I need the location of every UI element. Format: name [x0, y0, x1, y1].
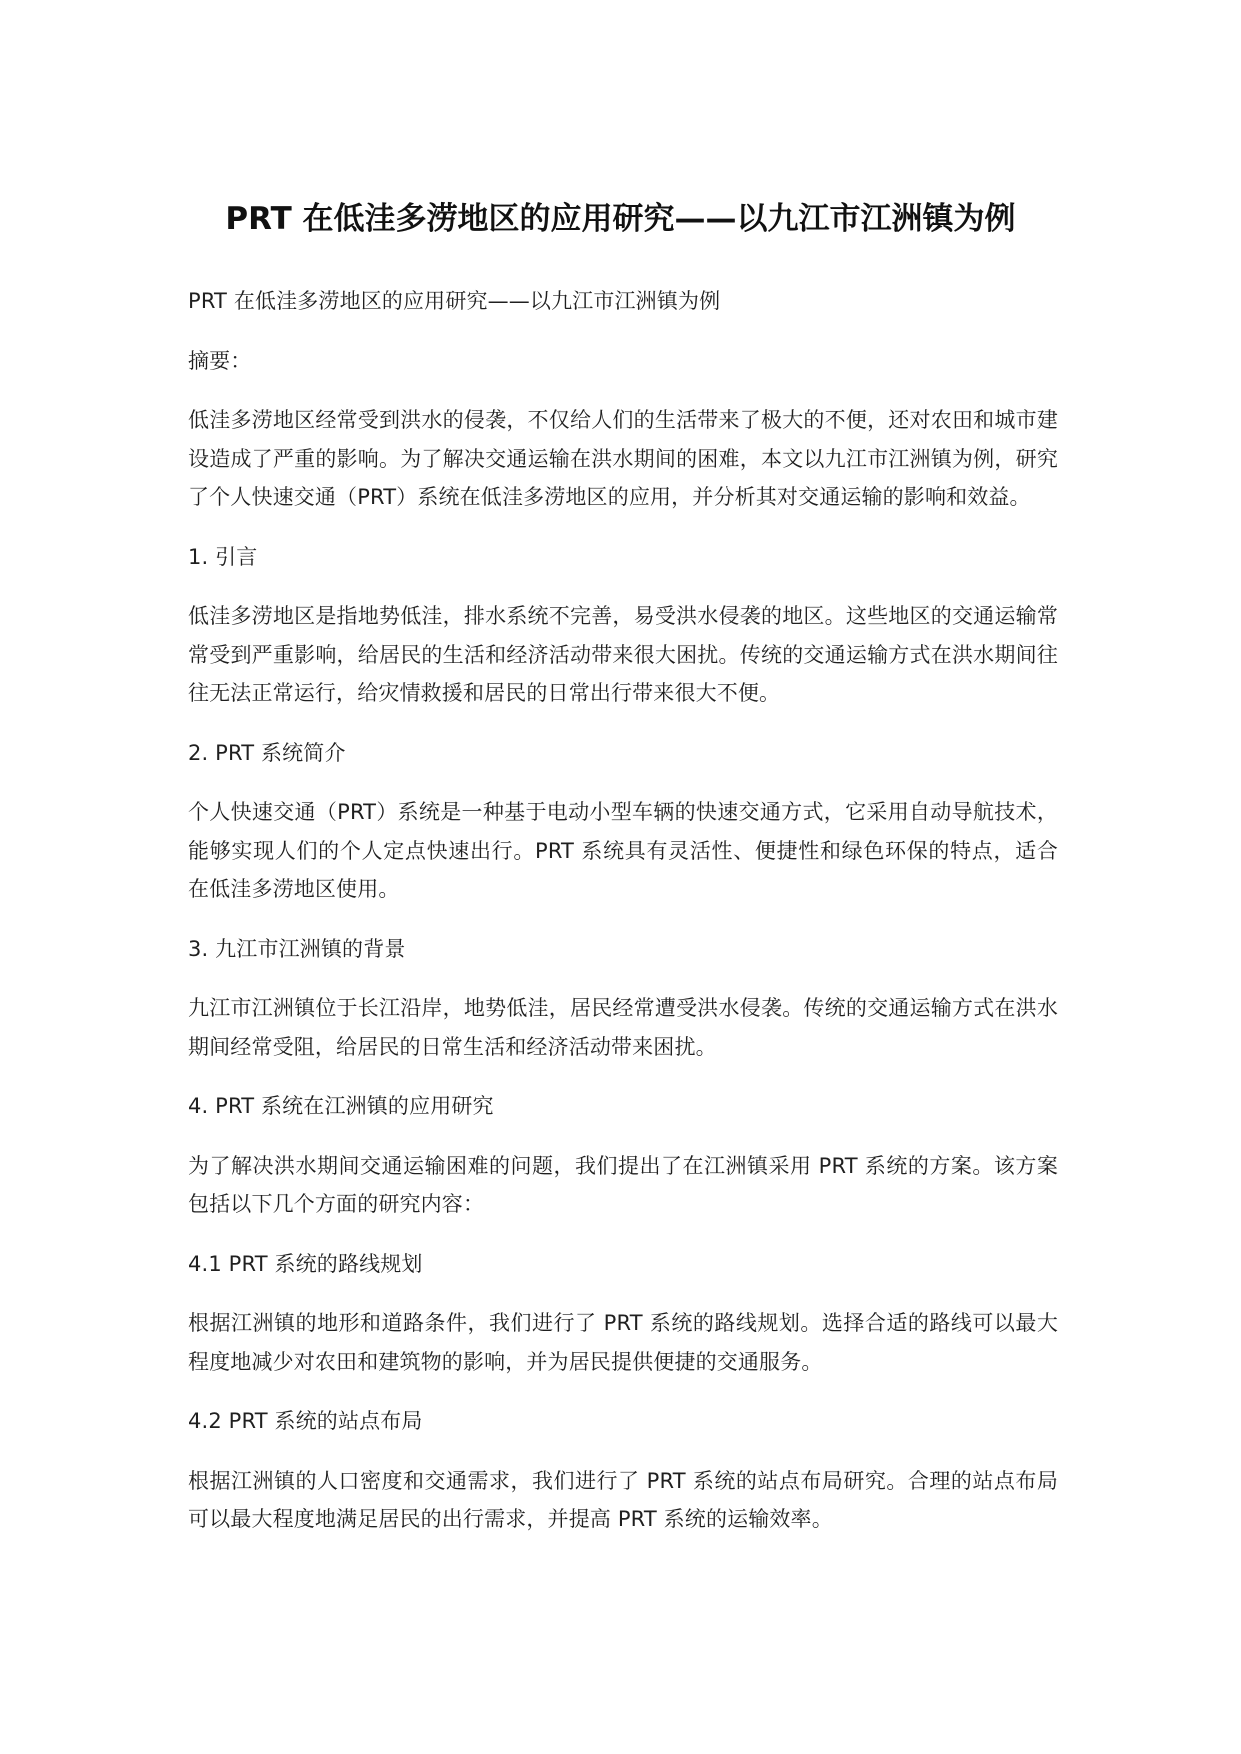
abstract-heading: 摘要： — [188, 348, 252, 373]
route-planning-paragraph: 根据江洲镇的地形和道路条件，我们进行了 PRT 系统的路线规划。选择合适的路线可以最大程度地减少对农田和建筑物的影响，并为居民提供便捷的交通服务。 — [188, 1311, 1058, 1374]
subsection-heading-station-layout: 4.2 PRT 系统的站点布局 — [188, 1409, 423, 1433]
section-heading-application: 4. PRT 系统在江洲镇的应用研究 — [188, 1094, 494, 1118]
introduction-paragraph: 低洼多涝地区是指地势低洼，排水系统不完善，易受洪水侵袭的地区。这些地区的交通运输常常受到严重影响，给居民的生活和经济活动带来很大困扰。传统的交通运输方式在洪水期间往往无法正常运行，给灾情救援和居民的日常出行带来很大不便。 — [188, 604, 1058, 705]
section-heading-prt-overview: 2. PRT 系统简介 — [188, 740, 346, 765]
abstract-paragraph: 低洼多涝地区经常受到洪水的侵袭，不仅给人们的生活带来了极大的不便，还对农田和城市建设造成了严重的影响。为了解决交通运输在洪水期间的困难，本文以九江市江洲镇为例，研究了个人快速交通（PRT）系统在低洼多涝地区的应用，并分析其对交通运输的影响和效益。 — [188, 408, 1058, 509]
background-paragraph: 九江市江洲镇位于长江沿岸，地势低洼，居民经常遭受洪水侵袭。传统的交通运输方式在洪水期间经常受阻，给居民的日常生活和经济活动带来困扰。 — [188, 996, 1058, 1059]
document-title: PRT 在低洼多涝地区的应用研究——以九江市江洲镇为例 — [225, 200, 1016, 237]
application-paragraph: 为了解决洪水期间交通运输困难的问题，我们提出了在江洲镇采用 PRT 系统的方案。该方案包括以下几个方面的研究内容： — [188, 1153, 1058, 1216]
section-heading-introduction: 1. 引言 — [188, 544, 258, 569]
document-body — [188, 282, 1058, 1560]
station-layout-paragraph: 根据江洲镇的人口密度和交通需求，我们进行了 PRT 系统的站点布局研究。合理的站点布局可以最大程度地满足居民的出行需求，并提高 PRT 系统的运输效率。 — [188, 1468, 1058, 1531]
section-heading-background: 3. 九江市江洲镇的背景 — [188, 936, 406, 961]
subsection-heading-route-planning: 4.1 PRT 系统的路线规划 — [188, 1251, 423, 1276]
prt-overview-paragraph: 个人快速交通（PRT）系统是一种基于电动小型车辆的快速交通方式，它采用自动导航技术，能够实现人们的个人定点快速出行。PRT 系统具有灵活性、便捷性和绿色环保的特点，适合在低洼多涝地区使用。 — [188, 800, 1058, 901]
subtitle-line: PRT 在低洼多涝地区的应用研究——以九江市江洲镇为例 — [188, 289, 721, 313]
